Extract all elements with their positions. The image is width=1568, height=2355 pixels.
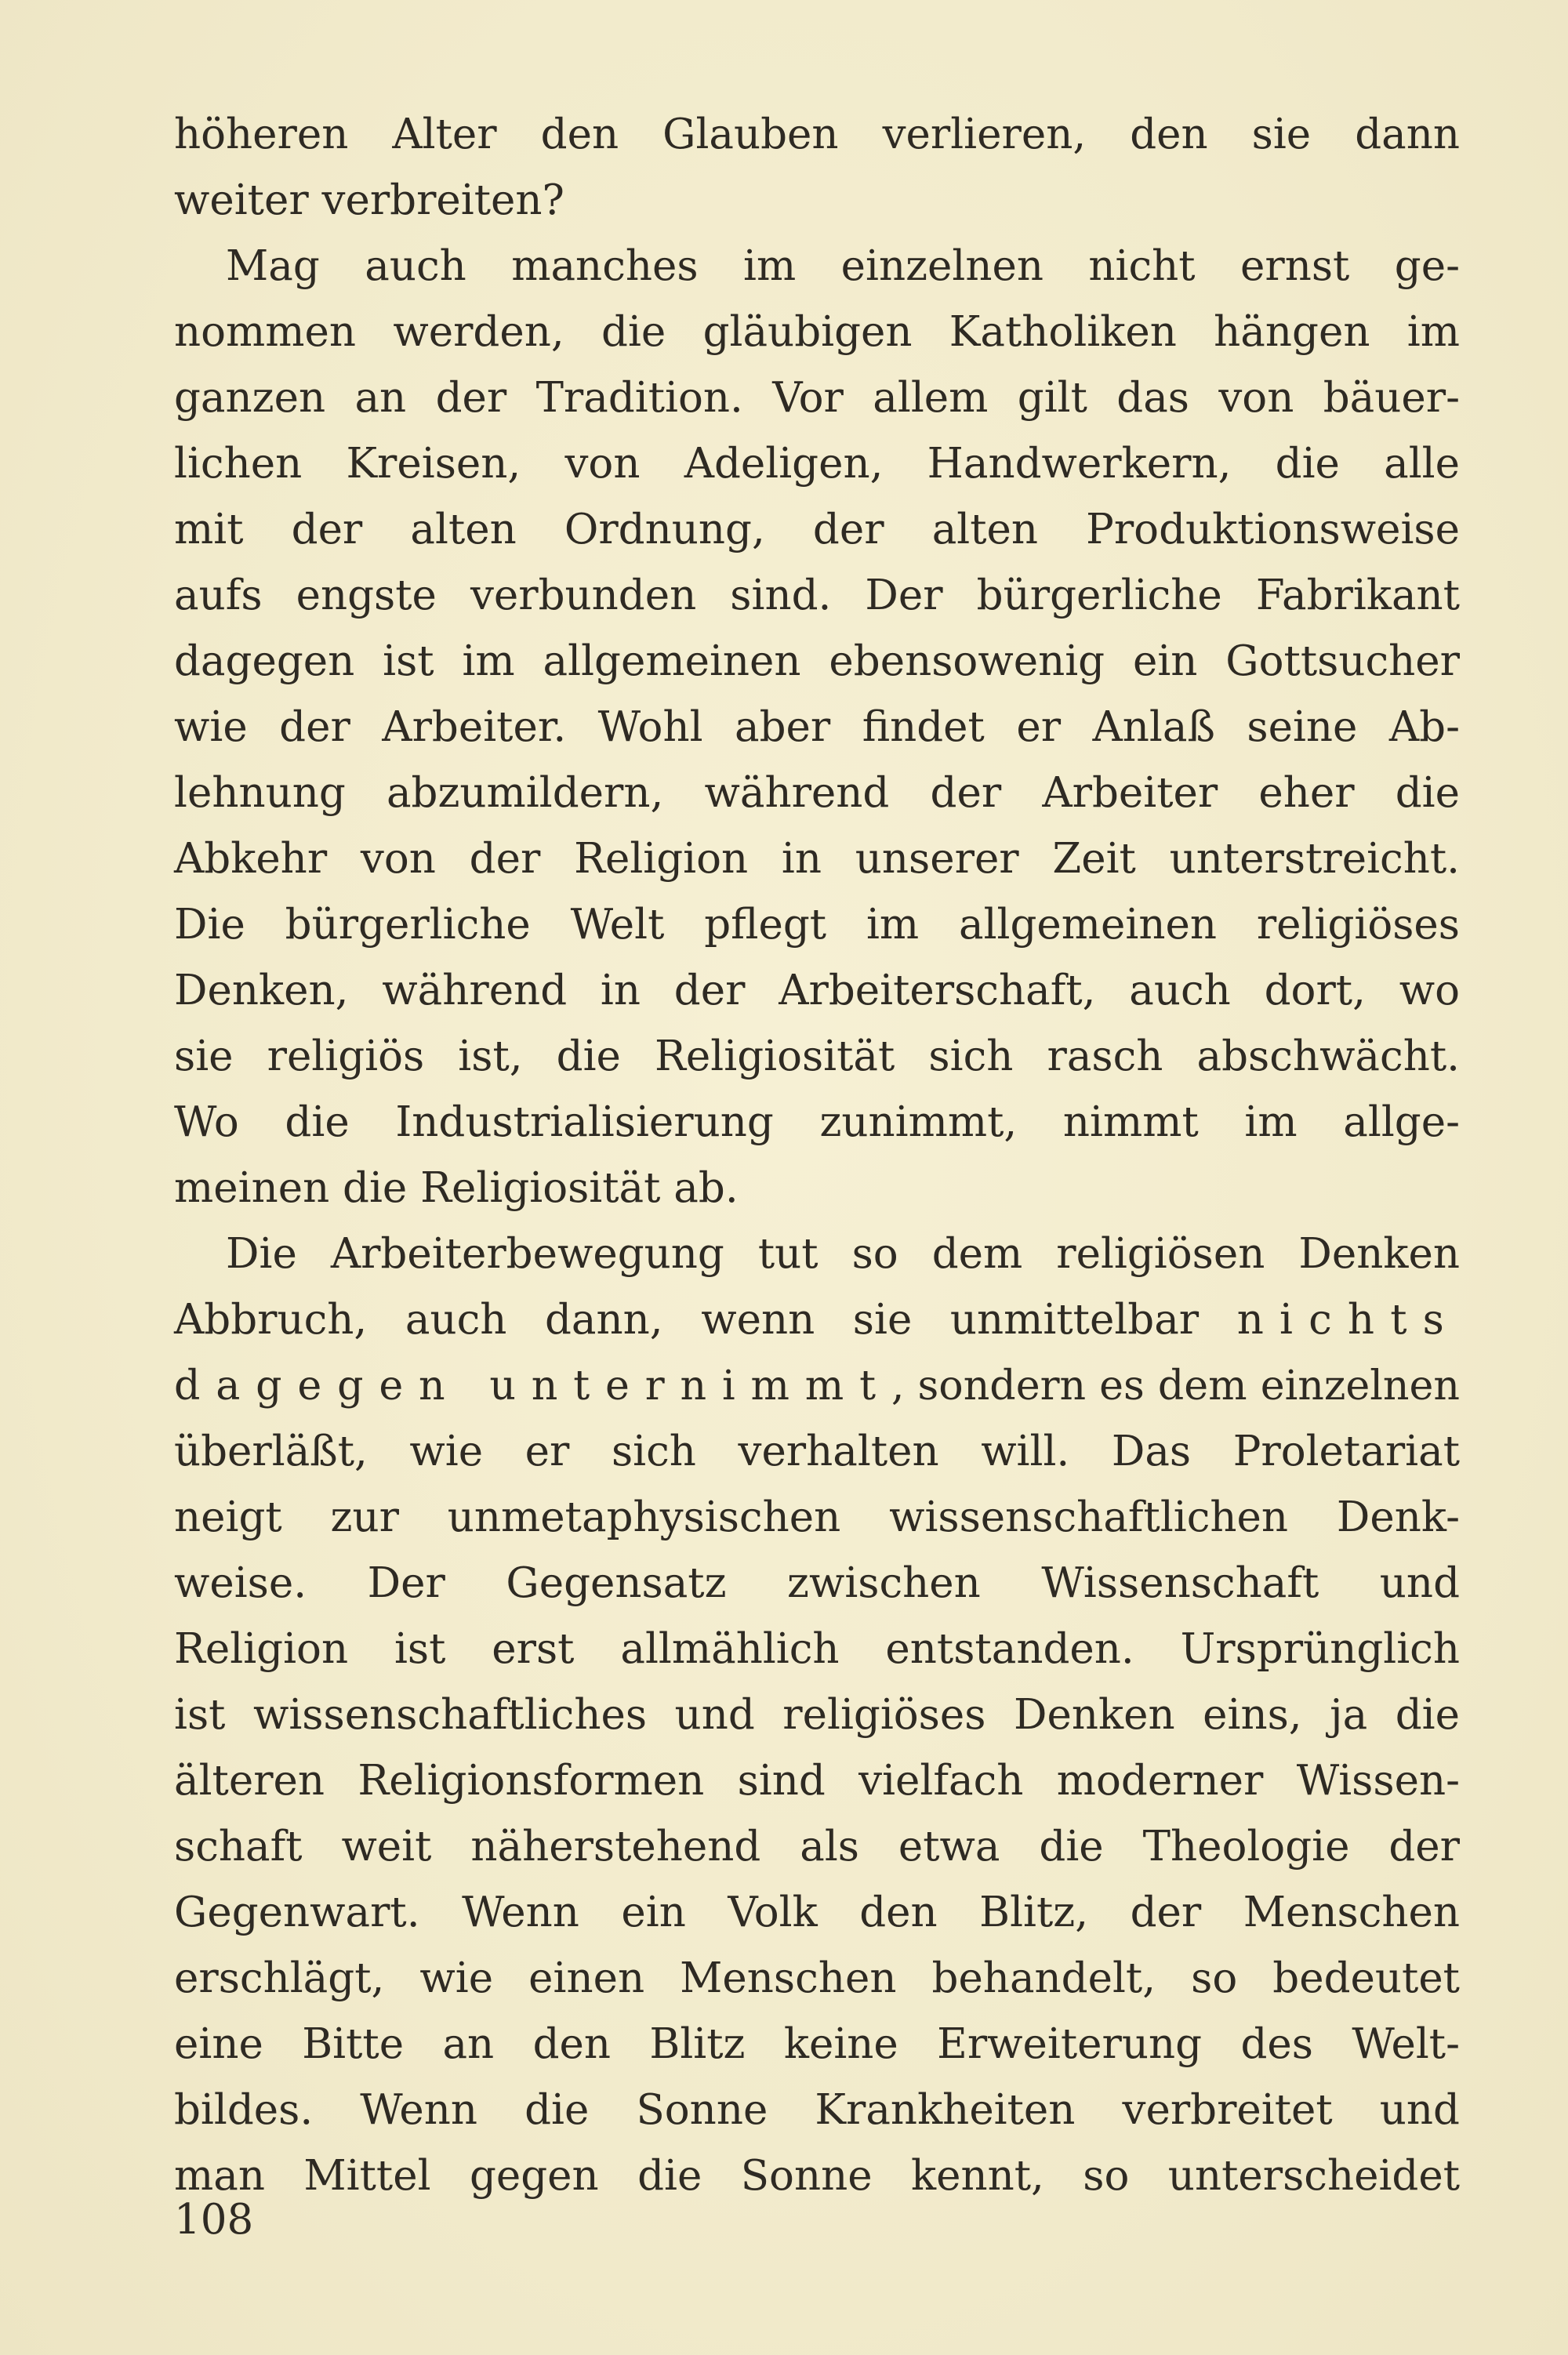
text-line: erschlägt, wie einen Menschen behandelt, so bedeutet [174,1954,1460,2002]
text-line: lichen Kreisen, von Adeligen, Handwerkern, die alle [174,440,1460,488]
text-line: älteren Religionsformen sind vielfach moderner Wissen- [174,1757,1460,1805]
text-line: wie der Arbeiter. Wohl aber findet er Anlaß seine Ab- [174,703,1460,751]
text-line: Die bürgerliche Welt pflegt im allgemeinen religiöses [174,901,1460,949]
text-line: bildes. Wenn die Sonne Krankheiten verbreitet und [174,2086,1460,2134]
text-line: Gegenwart. Wenn ein Volk den Blitz, der Menschen [174,1889,1460,1936]
emphasized-word: nichts [1236,1296,1460,1344]
text-line: dagegen ist im allgemeinen ebensowenig ein Gottsucher [174,637,1460,685]
text-line: überläßt, wie er sich verhalten will. Das Proletariat [174,1428,1460,1475]
text-line: Religion ist erst allmählich entstanden. Ursprünglich [174,1625,1460,1673]
text-line: aufs engste verbunden sind. Der bürgerliche Fabrikant [174,572,1460,619]
text-line: weiter verbreiten? [174,176,564,224]
text-line [174,1287,1460,1353]
text-line: ganzen an der Tradition. Vor allem gilt das von bäuer- [174,374,1460,422]
text-line: Denken, während in der Arbeiterschaft, auch dort, wo [174,967,1460,1014]
text-line [174,1353,1460,1419]
text-line: man Mittel gegen die Sonne kennt, so unterscheidet [174,2152,1460,2200]
text-line: schaft weit näherstehend als etwa die Theologie der [174,1823,1460,1871]
text-segment: , sondern es dem einzelnen [891,1363,1460,1410]
text-line: Die Arbeiterbewegung tut so dem religiösen Denken [226,1230,1460,1278]
text-line: meinen die Religiosität ab. [174,1164,739,1212]
text-segment: Abbruch, auch dann, wenn sie unmittelbar [174,1296,1200,1344]
emphasized-phrase: dagegen unternimmt [174,1363,891,1410]
text-line: Abkehr von der Religion in unserer Zeit unterstreicht. [174,835,1460,883]
text-line: nommen werden, die gläubigen Katholiken hängen im [174,308,1460,356]
text-line: mit der alten Ordnung, der alten Produktionsweise [174,506,1460,553]
page-number: 108 [174,2196,254,2244]
text-line: sie religiös ist, die Religiosität sich rasch abschwächt. [174,1032,1460,1080]
text-line: ist wissenschaftliches und religiöses Denken eins, ja die [174,1691,1460,1739]
text-line: Wo die Industrialisierung zunimmt, nimmt im allge- [174,1098,1460,1146]
text-line: Mag auch manches im einzelnen nicht ernst ge- [226,242,1460,290]
body-text [174,102,1460,2209]
text-line: eine Bitte an den Blitz keine Erweiterung des Welt- [174,2020,1460,2068]
text-line: neigt zur unmetaphysischen wissenschaftlichen Denk- [174,1493,1460,1541]
text-line: höheren Alter den Glauben verlieren, den sie dann [174,111,1460,158]
text-line: weise. Der Gegensatz zwischen Wissenschaft und [174,1559,1460,1607]
text-line: lehnung abzumildern, während der Arbeiter eher die [174,769,1460,817]
